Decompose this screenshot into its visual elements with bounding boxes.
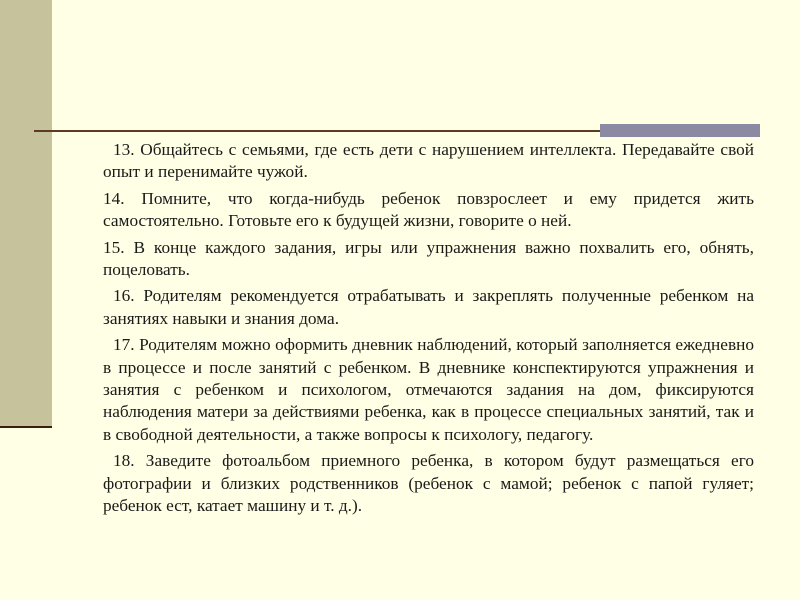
paragraph-15: 15. В конце каждого задания, игры или упражнения важно похвалить его, обнять, поцеловать.	[103, 237, 754, 280]
paragraph-13: 13. Общайтесь с семьями, где есть дети с нарушением интеллекта. Передавайте свой опыт и перенимайте чужой.	[103, 140, 754, 182]
paragraph-18: 18. Заведите фотоальбом приемного ребенка, в котором будут размещаться его фотографии и близких родственников (ребенок с мамой; ребенок с папой гуляет; ребенок ест, катает машину и т. д.).	[103, 451, 754, 516]
paragraph-16: 16. Родителям рекомендуется отрабатывать и закреплять полученные ребенком на занятиях навыки и знания дома.	[103, 286, 754, 328]
slide-body	[103, 139, 754, 522]
paragraph-14: 14. Помните, что когда-нибудь ребенок повзрослеет и ему придется жить самостоятельно. Готовьте его к будущей жизни, говорите о ней.	[103, 188, 754, 231]
decorative-sidebar	[0, 0, 52, 426]
sidebar-divider	[0, 426, 52, 428]
paragraph-17: 17. Родителям можно оформить дневник наблюдений, который заполняется ежедневно в процессе и после занятий с ребенком. В дневнике конспектируются упражнения и занятия с ребенком и психологом, отмечаются задания на дом, фиксируются наблюдения матери за действиями ребенка, как в процессе специальных занятий, так и в свободной деятельности, а также вопросы к психологу, педагогу.	[103, 335, 754, 444]
accent-bar	[600, 124, 760, 137]
